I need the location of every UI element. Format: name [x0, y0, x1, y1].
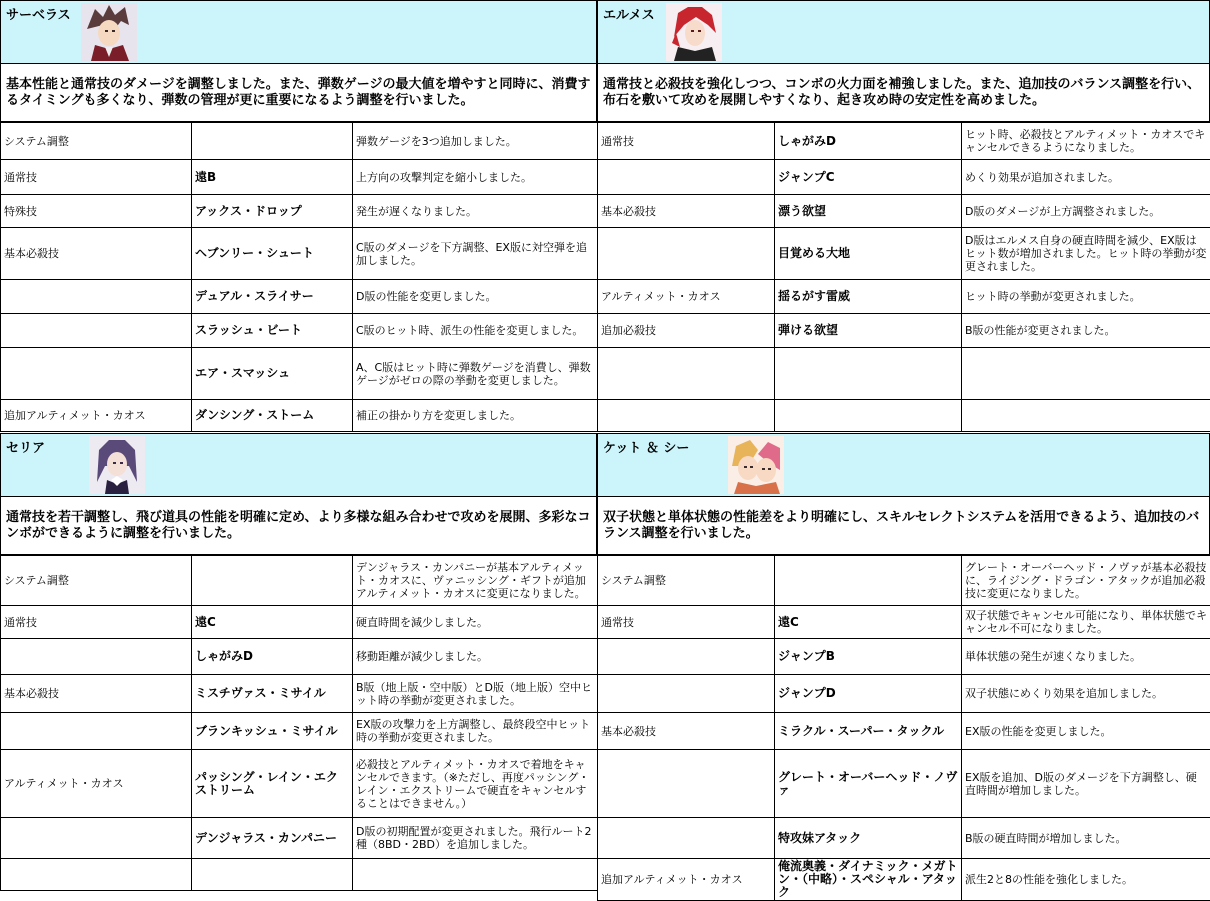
table-row [1, 195, 598, 228]
move-cell: エア・スマッシュ [192, 348, 353, 400]
move-cell: 特攻妹アタック [775, 818, 962, 859]
character-panel-cait-sith [597, 433, 1210, 901]
category-cell: 基本必殺技 [1, 675, 192, 713]
category-cell: 通常技 [1, 160, 192, 195]
category-cell: 通常技 [598, 123, 775, 160]
category-cell [1, 859, 192, 891]
table-row [598, 750, 1210, 818]
change-cell: 上方向の攻撃判定を縮小しました。 [353, 160, 598, 195]
move-cell: ヘブンリー・シュート [192, 228, 353, 280]
change-cell: B版の性能が変更されました。 [962, 314, 1210, 348]
category-cell: 基本必殺技 [598, 713, 775, 750]
move-cell: 漂う欲望 [775, 195, 962, 228]
category-cell: 通常技 [598, 606, 775, 639]
table-row [598, 859, 1210, 901]
table-row [1, 400, 598, 432]
table-row [598, 160, 1210, 195]
change-cell: D版はエルメス自身の硬直時間を減少、EX版はヒット数が増加されました。ヒット時の挙動が変更されました。 [962, 228, 1210, 280]
move-cell [192, 859, 353, 891]
move-cell: アックス・ドロップ [192, 195, 353, 228]
character-header [597, 0, 1210, 64]
character-panel-hermes [597, 0, 1210, 432]
change-cell: ヒット時、必殺技とアルティメット・カオスでキャンセルできるようになりました。 [962, 123, 1210, 160]
change-cell: 双子状態でキャンセル可能になり、単体状態でキャンセル不可になりました。 [962, 606, 1210, 639]
category-cell [598, 675, 775, 713]
move-cell [192, 556, 353, 606]
move-cell: 目覚める大地 [775, 228, 962, 280]
move-cell: 弾ける欲望 [775, 314, 962, 348]
table-row [1, 675, 598, 713]
category-cell: 追加アルティメット・カオス [598, 859, 775, 901]
move-cell: ミスチヴァス・ミサイル [192, 675, 353, 713]
change-cell [962, 348, 1210, 400]
change-cell: 硬直時間を減少しました。 [353, 606, 598, 639]
category-cell [598, 400, 775, 432]
character-description: 双子状態と単体状態の性能差をより明確にし、スキルセレクトシステムを活用できるよう、追加技のバランス調整を行いました。 [597, 497, 1210, 555]
move-cell: 遠C [192, 606, 353, 639]
table-row [1, 713, 598, 750]
changes-table [597, 122, 1210, 432]
table-row [598, 348, 1210, 400]
change-cell: 双子状態にめくり効果を追加しました。 [962, 675, 1210, 713]
table-row [598, 123, 1210, 160]
table-row [598, 195, 1210, 228]
move-cell: デンジャラス・カンパニー [192, 818, 353, 859]
move-cell: ジャンプD [775, 675, 962, 713]
category-cell: アルティメット・カオス [598, 280, 775, 314]
table-row [1, 818, 598, 859]
table-row [1, 606, 598, 639]
move-cell: 遠C [775, 606, 962, 639]
table-row [1, 859, 598, 891]
move-cell: しゃがみD [192, 639, 353, 675]
change-cell: 必殺技とアルティメット・カオスで着地をキャンセルできます。（※ただし、再度パッシング・レイン・エクストリームで硬直をキャンセルすることはできません。） [353, 750, 598, 818]
table-row [598, 675, 1210, 713]
change-cell: グレート・オーバーヘッド・ノヴァが基本必殺技に、ライジング・ドラゴン・アタックが追加必殺技に変更になりました。 [962, 556, 1210, 606]
category-cell [1, 639, 192, 675]
category-cell: システム調整 [1, 123, 192, 160]
category-cell: 基本必殺技 [598, 195, 775, 228]
category-cell: 追加アルティメット・カオス [1, 400, 192, 432]
table-row [1, 123, 598, 160]
table-row [1, 314, 598, 348]
move-cell [775, 400, 962, 432]
move-cell [775, 348, 962, 400]
table-row [598, 228, 1210, 280]
change-cell: 補正の掛かり方を変更しました。 [353, 400, 598, 432]
move-cell: パッシング・レイン・エクストリーム [192, 750, 353, 818]
table-row [598, 400, 1210, 432]
change-cell: EX版の攻撃力を上方調整し、最終段空中ヒット時の挙動が変更されました。 [353, 713, 598, 750]
table-row [598, 639, 1210, 675]
table-row [598, 606, 1210, 639]
table-row [598, 556, 1210, 606]
change-cell: 移動距離が減少しました。 [353, 639, 598, 675]
character-panel-cerberus [0, 0, 597, 432]
character-name: ケット ＆ シー [603, 437, 689, 456]
character-description: 通常技と必殺技を強化しつつ、コンボの火力面を補強しました。また、追加技のバランス調整を行い、布石を敷いて攻めを展開しやすくなり、起き攻め時の安定性を高めました。 [597, 64, 1210, 122]
change-cell: D版の初期配置が変更されました。飛行ルート2種（8BD・2BD）を追加しました。 [353, 818, 598, 859]
change-cell: ヒット時の挙動が変更されました。 [962, 280, 1210, 314]
character-name: サーベラス [6, 4, 71, 23]
move-cell: 揺るがす雷威 [775, 280, 962, 314]
table-row [598, 713, 1210, 750]
table-row [1, 280, 598, 314]
category-cell [1, 314, 192, 348]
move-cell: デュアル・スライサー [192, 280, 353, 314]
change-cell: B版の硬直時間が増加しました。 [962, 818, 1210, 859]
table-row [1, 639, 598, 675]
move-cell [192, 123, 353, 160]
change-cell: B版（地上版・空中版）とD版（地上版）空中ヒット時の挙動が変更されました。 [353, 675, 598, 713]
character-description: 通常技を若干調整し、飛び道具の性能を明確に定め、より多様な組み合わせで攻めを展開、多彩なコンボができるように調整を行いました。 [0, 497, 597, 555]
character-header [0, 0, 597, 64]
category-cell: 追加必殺技 [598, 314, 775, 348]
cait-sith-portrait-icon [728, 436, 784, 494]
change-cell: D版の性能を変更しました。 [353, 280, 598, 314]
changes-table [0, 555, 598, 891]
change-cell: 派生2と8の性能を強化しました。 [962, 859, 1210, 901]
move-cell: ミラクル・スーパー・タックル [775, 713, 962, 750]
move-cell: ジャンプC [775, 160, 962, 195]
category-cell [598, 818, 775, 859]
move-cell: ジャンプB [775, 639, 962, 675]
move-cell: 遠B [192, 160, 353, 195]
table-row [1, 556, 598, 606]
change-cell: めくり効果が追加されました。 [962, 160, 1210, 195]
move-cell [775, 556, 962, 606]
category-cell [1, 280, 192, 314]
character-panel-celia [0, 433, 597, 891]
change-cell: 単体状態の発生が速くなりました。 [962, 639, 1210, 675]
category-cell: システム調整 [1, 556, 192, 606]
table-row [1, 348, 598, 400]
table-row [1, 750, 598, 818]
move-cell: しゃがみD [775, 123, 962, 160]
move-cell: ダンシング・ストーム [192, 400, 353, 432]
changes-table [0, 122, 598, 432]
category-cell: アルティメット・カオス [1, 750, 192, 818]
change-cell: EX版の性能を変更しました。 [962, 713, 1210, 750]
character-header [597, 433, 1210, 497]
move-cell: グレート・オーバーヘッド・ノヴァ [775, 750, 962, 818]
table-row [598, 280, 1210, 314]
category-cell [598, 348, 775, 400]
celia-portrait-icon [89, 436, 145, 494]
table-row [598, 314, 1210, 348]
table-row [1, 160, 598, 195]
category-cell: システム調整 [598, 556, 775, 606]
character-name: エルメス [603, 4, 655, 23]
move-cell: 俺流奥義・ダイナミック・メガトン・（中略）・スペシャル・アタック [775, 859, 962, 901]
category-cell [1, 818, 192, 859]
character-name: セリア [6, 437, 45, 456]
category-cell: 基本必殺技 [1, 228, 192, 280]
category-cell [1, 713, 192, 750]
category-cell [1, 348, 192, 400]
change-cell: C版のダメージを下方調整、EX版に対空弾を追加しました。 [353, 228, 598, 280]
table-row [598, 818, 1210, 859]
change-cell: デンジャラス・カンパニーが基本アルティメット・カオスに、ヴァニッシング・ギフトが追加アルティメット・カオスに変更になりました。 [353, 556, 598, 606]
change-cell: 発生が遅くなりました。 [353, 195, 598, 228]
category-cell [598, 639, 775, 675]
change-cell [962, 400, 1210, 432]
change-cell: 弾数ゲージを3つ追加しました。 [353, 123, 598, 160]
change-cell: A、C版はヒット時に弾数ゲージを消費し、弾数ゲージがゼロの際の挙動を変更しました。 [353, 348, 598, 400]
move-cell: ブランキッシュ・ミサイル [192, 713, 353, 750]
move-cell: スラッシュ・ビート [192, 314, 353, 348]
changes-table [597, 555, 1210, 901]
hermes-portrait-icon [666, 3, 722, 61]
category-cell [598, 160, 775, 195]
change-cell: D版のダメージが上方調整されました。 [962, 195, 1210, 228]
change-cell [353, 859, 598, 891]
change-cell: C版のヒット時、派生の性能を変更しました。 [353, 314, 598, 348]
character-header [0, 433, 597, 497]
category-cell [598, 750, 775, 818]
character-description: 基本性能と通常技のダメージを調整しました。また、弾数ゲージの最大値を増やすと同時に、消費するタイミングも多くなり、弾数の管理が更に重要になるよう調整を行いました。 [0, 64, 597, 122]
table-row [1, 228, 598, 280]
change-cell: EX版を追加、D版のダメージを下方調整し、硬直時間が増加しました。 [962, 750, 1210, 818]
category-cell: 通常技 [1, 606, 192, 639]
category-cell [598, 228, 775, 280]
category-cell: 特殊技 [1, 195, 192, 228]
cerberus-portrait-icon [81, 3, 137, 61]
